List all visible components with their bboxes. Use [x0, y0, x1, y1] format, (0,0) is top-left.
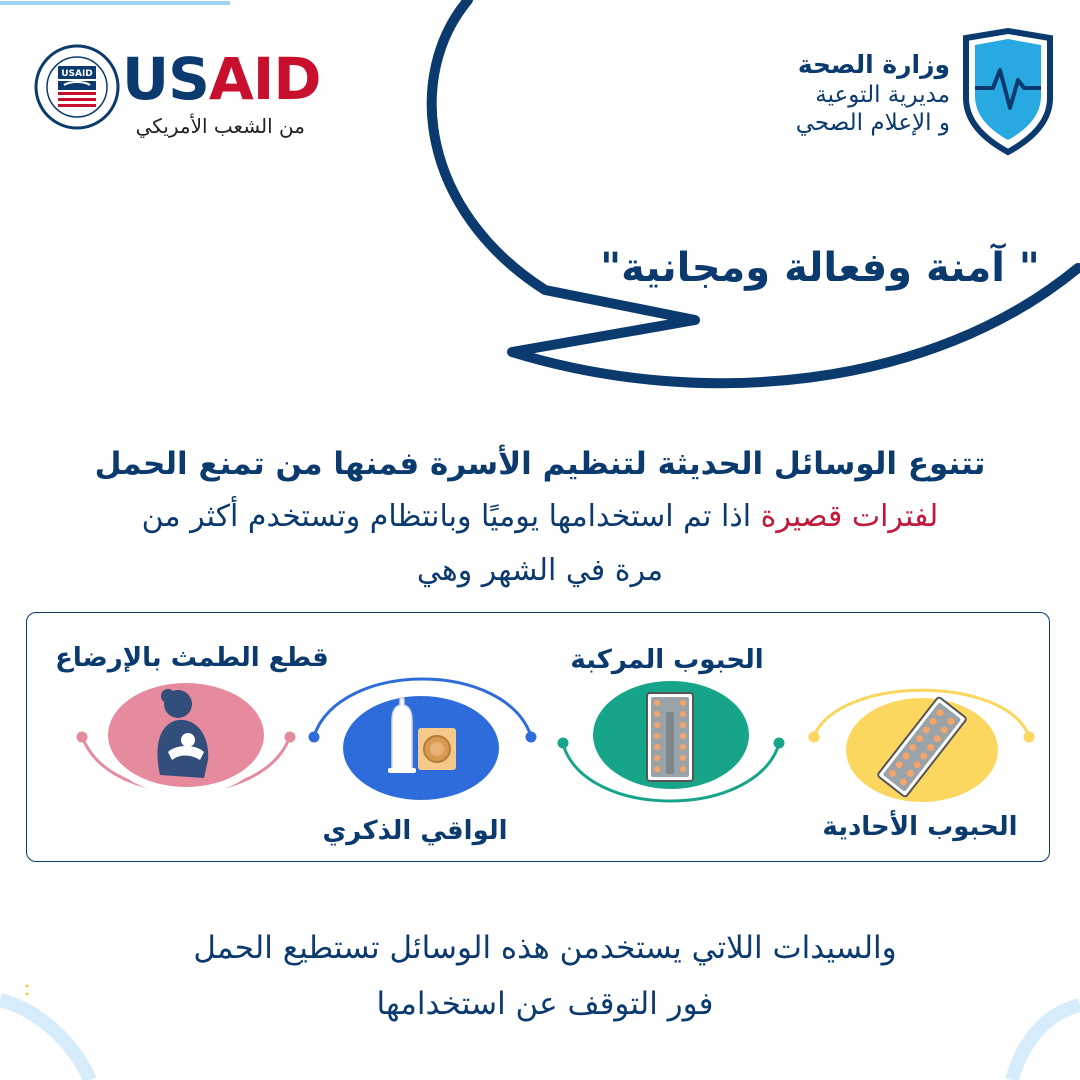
ministry-department: و الإعلام الصحي	[795, 110, 950, 136]
intro-highlight: لفترات قصيرة	[760, 499, 939, 534]
closing-paragraph	[80, 920, 1010, 1032]
method-lactational-amenorrhea-illustration	[77, 679, 296, 795]
method-label-combined-pills: الحبوب المركبة	[570, 645, 764, 675]
ministry-directorate: مديرية التوعية	[815, 82, 950, 108]
slogan: " آمنة وفعالة ومجانية"	[600, 245, 1040, 291]
usaid-tagline: من الشعب الأمريكي	[135, 114, 305, 138]
seal-text: USAID	[61, 69, 93, 79]
usaid-wordmark-aid: AID	[208, 45, 321, 113]
method-condom-illustration	[309, 679, 537, 808]
method-progestin-pills-illustration	[809, 690, 1035, 810]
usaid-wordmark-us: US	[122, 45, 209, 113]
method-label-lactational-amenorrhea: قطع الطمث بالإرضاع	[55, 643, 329, 673]
intro-line-2-rest: اذا تم استخدامها يوميًا وبانتظام وتستخدم أكثر من	[141, 499, 761, 534]
method-label-progestin-pills: الحبوب الأحادية	[822, 812, 1018, 842]
method-label-condom: الواقي الذكري	[322, 816, 508, 846]
method-combined-pills-illustration	[558, 677, 785, 801]
closing-line-2: فور التوقف عن استخدامها	[376, 986, 714, 1022]
intro-line-3: مرة في الشهر وهي	[416, 553, 664, 588]
ministry-name: وزارة الصحة	[797, 50, 950, 79]
intro-line-1: تتنوع الوسائل الحديثة لتنظيم الأسرة فمنها من تمنع الحمل	[94, 446, 986, 482]
pill-strip-icon	[647, 693, 693, 781]
closing-line-1: والسيدات اللاتي يستخدمن هذه الوسائل تستطيع الحمل	[193, 930, 897, 966]
